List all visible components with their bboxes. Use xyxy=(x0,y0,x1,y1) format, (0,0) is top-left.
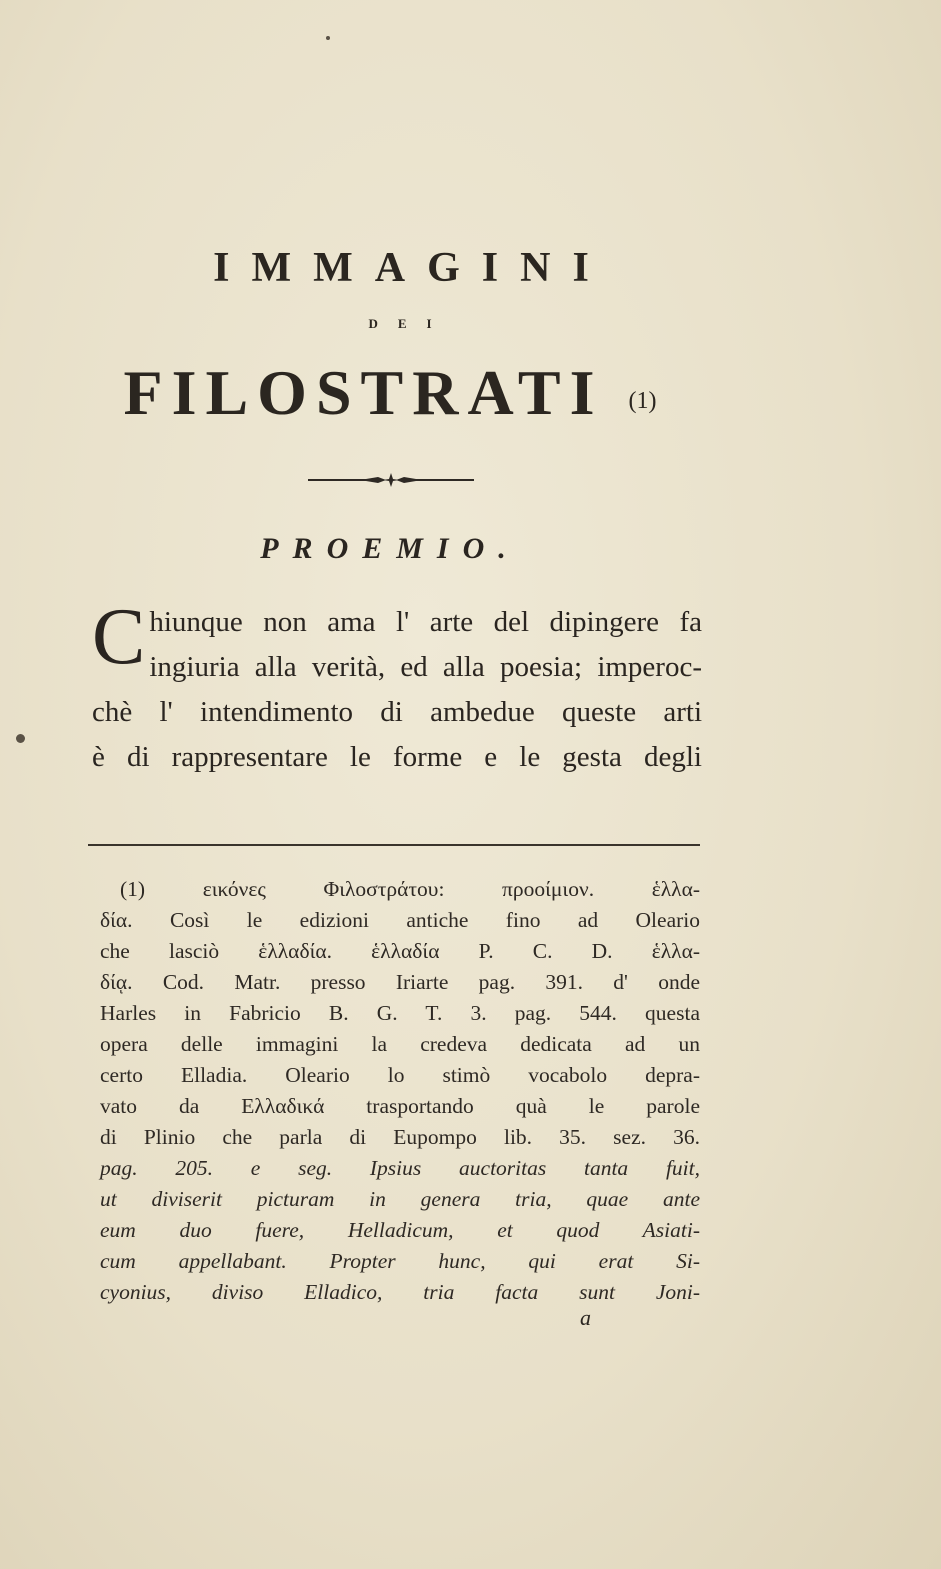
footnote-line: pag. 205. e seg. Ipsius auctoritas tanta fuit, xyxy=(100,1156,700,1180)
catchword: a xyxy=(580,1305,591,1330)
footnote-line: opera delle immagini la credeva dedicata ad un xyxy=(100,1032,700,1056)
title-main-word: FILOSTRATI xyxy=(123,357,604,428)
footnote-line: cyonius, diviso Elladico, tria facta sunt Joni- xyxy=(100,1280,700,1304)
footnote-line: Harles in Fabricio B. G. T. 3. pag. 544. questa xyxy=(100,1001,700,1025)
footnote-line: eum duo fuere, Helladicum, et quod Asiati- xyxy=(100,1218,700,1242)
body-line: è di rappresentare le forme e le gesta degli xyxy=(92,741,702,773)
drop-cap: C xyxy=(92,593,146,681)
body-line: chè l' intendimento di ambedue queste arti xyxy=(92,696,702,728)
footnote-line: di Plinio che parla di Eupompo lib. 35. sez. 36. xyxy=(100,1125,700,1149)
ink-speck xyxy=(16,734,25,743)
footnote xyxy=(100,874,700,1308)
footnote-line: ut diviserit picturam in genera tria, quae ante xyxy=(100,1187,700,1211)
footnote-line: vato da Ελλαδικά trasportando quà le parole xyxy=(100,1094,700,1118)
title-line-2: DEI xyxy=(368,316,452,331)
body-line: ingiuria alla verità, ed alla poesia; imperoc- xyxy=(149,651,702,683)
ornament-divider-icon xyxy=(308,470,474,490)
footnote-rule xyxy=(88,844,700,846)
footnote-line: che lasciò ἑλλαδία. ἑλλαδία P. C. D. ἑλλα- xyxy=(100,939,700,963)
footnote-line: δίᾳ. Cod. Matr. presso Iriarte pag. 391. d' onde xyxy=(100,970,700,994)
title-line-1: IMMAGINI xyxy=(213,245,611,291)
footnote-line: certo Elladia. Oleario lo stimò vocabolo depra- xyxy=(100,1063,700,1087)
section-heading: PROEMIO. xyxy=(260,532,520,565)
footnote-line: δία. Così le edizioni antiche fino ad Oleario xyxy=(100,908,700,932)
footnote-line: cum appellabant. Propter hunc, qui erat Si- xyxy=(100,1249,700,1273)
footnote-line: (1) εικόνες Φιλοστράτου: προοίμιον. ἑλλα- xyxy=(120,877,700,901)
ink-speck xyxy=(326,36,330,40)
body-line: hiunque non ama l' arte del dipingere fa xyxy=(149,606,702,638)
footnote-marker: (1) xyxy=(628,388,657,414)
body-text xyxy=(92,593,702,780)
title-line-3 xyxy=(0,356,780,430)
